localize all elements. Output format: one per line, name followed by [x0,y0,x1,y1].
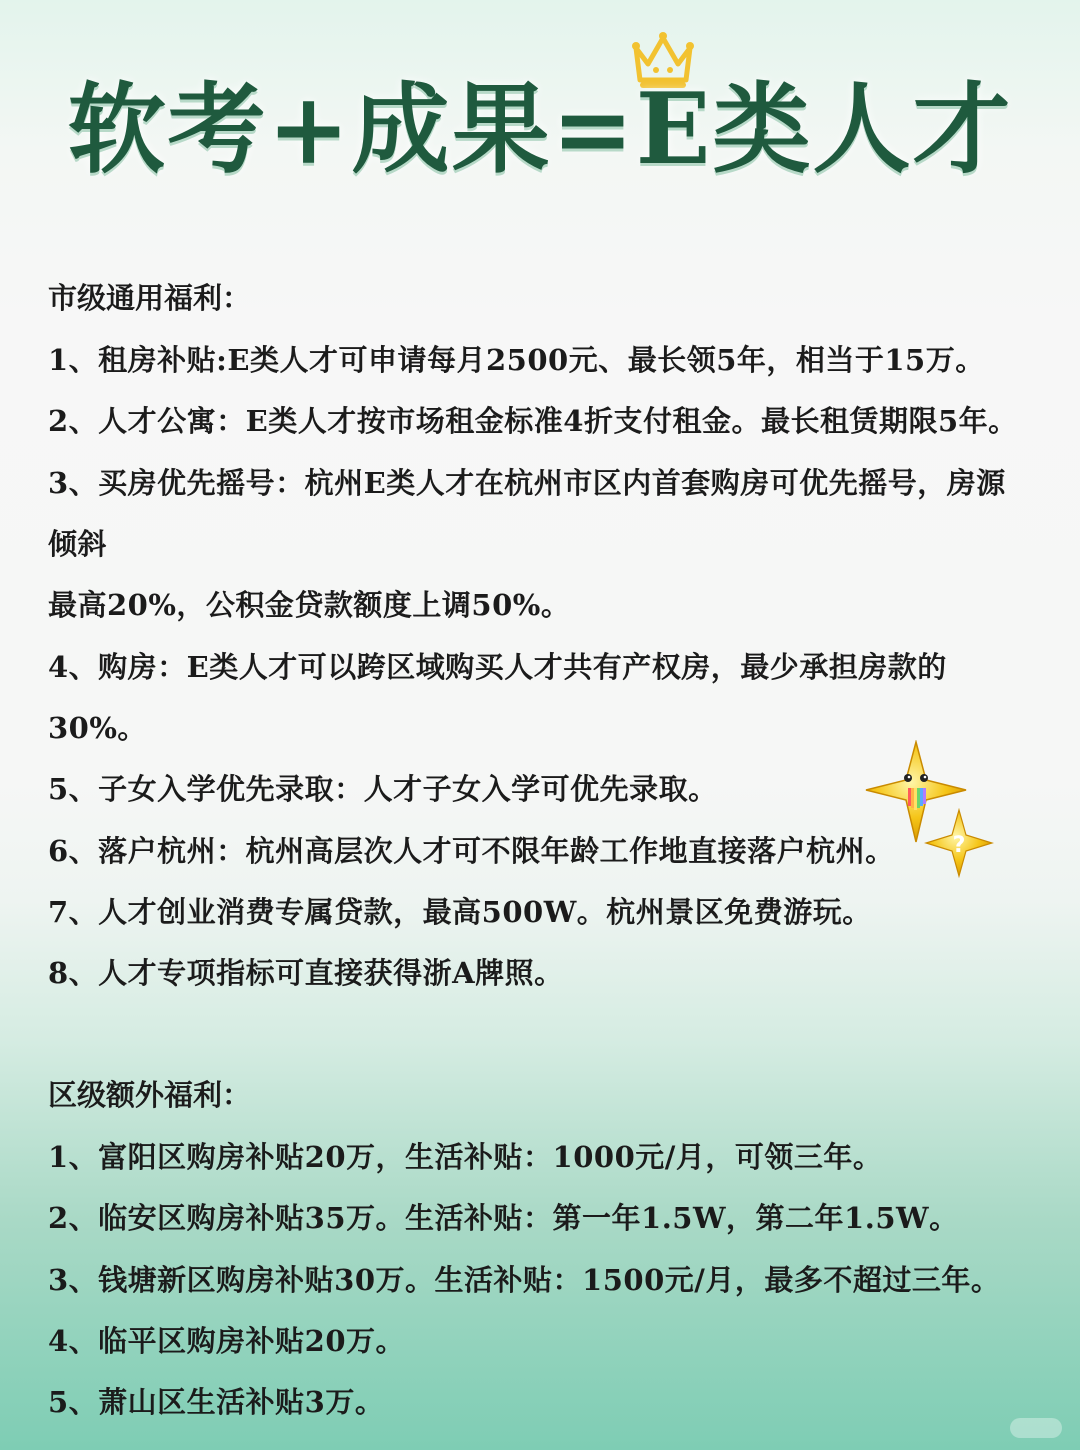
svg-text:?: ? [952,833,966,858]
district-welfare-line: 4、临平区购房补贴20万。 [48,1324,406,1358]
star-question-icon [924,808,994,878]
city-welfare-line: 7、人才创业消费专属贷款，最高500W。杭州景区免费游玩。 [48,895,872,929]
city-welfare-heading: 市级通用福利： [48,281,252,315]
city-welfare-line: 8、人才专项指标可直接获得浙A牌照。 [48,956,564,990]
city-welfare-line: 3、买房优先摇号：杭州E类人才在杭州市区内首套购房可优先摇号，房源 [48,466,1006,500]
city-welfare-line: 1、租房补贴:E类人才可申请每月2500元、最长领5年，相当于15万。 [48,343,985,377]
district-welfare-line: 2、临安区购房补贴35万。生活补贴：第一年1.5W，第二年1.5W。 [48,1201,959,1235]
city-welfare-line: 倾斜 [48,527,108,561]
district-welfare-line: 5、萧山区生活补贴3万。 [48,1385,385,1419]
city-welfare-line: 30%。 [48,711,147,745]
city-welfare-line: 最高20%，公积金贷款额度上调50%。 [48,588,571,622]
district-welfare-line: 3、钱塘新区购房补贴30万。生活补贴：1500元/月，最多不超过三年。 [48,1263,1001,1297]
city-welfare-line: 5、子女入学优先录取：人才子女入学可优先录取。 [48,772,718,806]
title-container [0,70,1080,190]
city-welfare-line: 2、人才公寓：E类人才按市场租金标准4折支付租金。最长租赁期限5年。 [48,404,1018,438]
watermark-badge [1010,1418,1062,1438]
page-title: 软考+成果=E类人才 [67,72,1013,187]
city-welfare-line: 4、购房：E类人才可以跨区域购买人才共有产权房，最少承担房款的 [48,650,947,684]
city-welfare-line: 6、落户杭州：杭州高层次人才可不限年龄工作地直接落户杭州。 [48,834,895,868]
district-welfare-heading: 区级额外福利： [48,1078,252,1112]
district-welfare-line: 1、富阳区购房补贴20万，生活补贴：1000元/月，可领三年。 [48,1140,883,1174]
